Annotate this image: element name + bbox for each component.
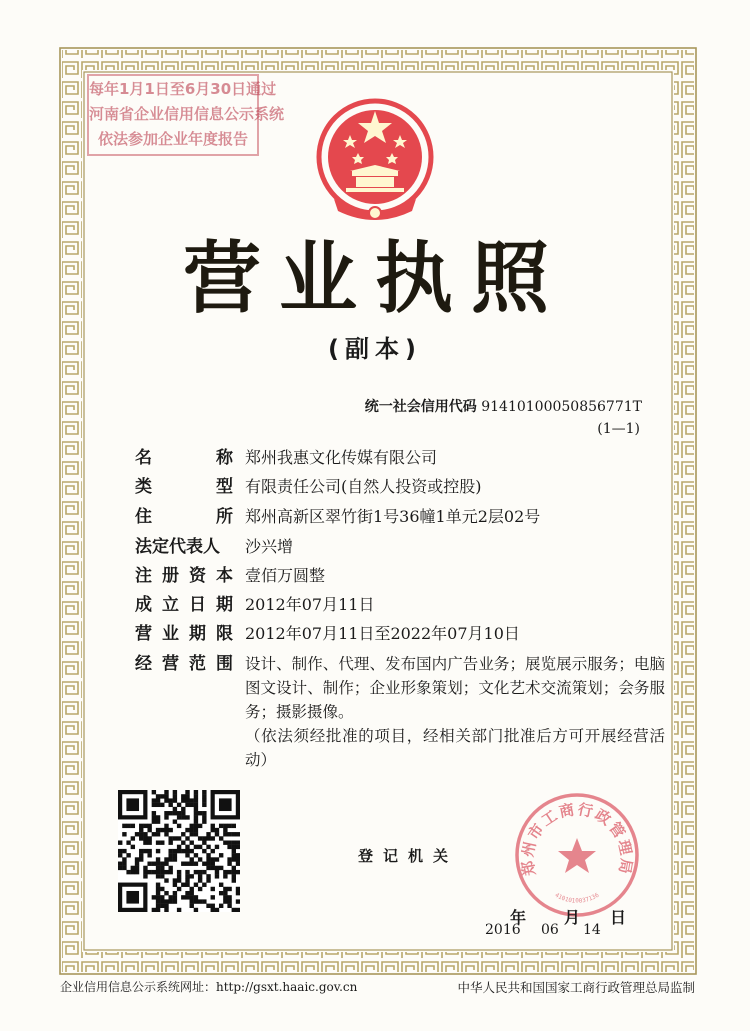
field-label-char: 业	[162, 624, 179, 644]
field-label-name	[135, 446, 233, 470]
field-label-char: 名	[135, 448, 152, 468]
registry-authority-label: 登记机关	[358, 847, 459, 865]
field-label-established	[135, 593, 233, 617]
field-label-char: 限	[216, 624, 233, 644]
month-value: 06	[541, 922, 559, 938]
national-emblem-icon	[316, 95, 434, 225]
qr-code-icon[interactable]	[118, 790, 240, 912]
field-label-char: 营	[135, 624, 152, 644]
license-title: 营业执照	[182, 234, 567, 324]
field-value-capital: 壹佰万圆整	[245, 566, 326, 585]
svg-text:4101010037136	[554, 891, 601, 904]
field-label-char: 类	[135, 477, 152, 497]
field-label-char: 称	[216, 448, 233, 468]
field-label-char: 册	[162, 566, 179, 586]
stamp-line-2: 河南省企业信用信息公示系统	[89, 105, 285, 123]
seal-number: 4101010037136	[553, 891, 601, 905]
field-label-char: 本	[216, 566, 233, 586]
footer-issuer: 中华人民共和国国家工商行政管理总局监制	[457, 980, 695, 995]
stamp-line-1: 每年1月1日至6月30日通过	[89, 80, 277, 98]
field-label-char: 经	[135, 654, 152, 674]
year-label: 年	[510, 908, 527, 927]
month-label: 月	[564, 908, 581, 927]
business-scope-note: （依法须经批准的项目，经相关部门批准后方可开展经营活动）	[245, 727, 665, 769]
credit-code-line	[365, 396, 642, 418]
copy-number: (1—1)	[597, 421, 640, 437]
field-label-char: 所	[216, 507, 233, 527]
field-label-legal-rep	[135, 535, 233, 559]
credit-code-value: 91410100050856771T	[481, 399, 642, 415]
field-label-term	[135, 622, 233, 646]
field-label-char: 住	[135, 507, 152, 527]
field-value-term: 2012年07月11日至2022年07月10日	[245, 624, 520, 643]
field-label-char: 资	[189, 566, 206, 586]
field-label-char: 型	[216, 477, 233, 497]
field-label-char: 营	[162, 654, 179, 674]
day-label: 日	[610, 908, 627, 927]
field-label-char: 期	[189, 624, 206, 644]
field-label-char: 立	[162, 595, 179, 615]
field-label-capital	[135, 564, 233, 588]
footer-website: 企业信用信息公示系统网址：http://gsxt.haaic.gov.cn	[60, 980, 358, 994]
field-value-established: 2012年07月11日	[245, 595, 375, 614]
field-value-address: 郑州高新区翠竹街1号36幢1单元2层02号	[245, 507, 541, 526]
field-label-scope	[135, 652, 233, 676]
field-value-legal-rep: 沙兴增	[245, 537, 294, 556]
field-label-char: 法定代表人	[135, 537, 220, 557]
field-label-address	[135, 505, 233, 529]
field-value-type: 有限责任公司(自然人投资或控股)	[245, 477, 482, 496]
field-label-char: 成	[135, 595, 152, 615]
field-label-char: 期	[216, 595, 233, 615]
field-label-char: 注	[135, 566, 152, 586]
field-value-name: 郑州我惠文化传媒有限公司	[245, 448, 438, 467]
license-subtitle: (副本)	[328, 335, 422, 363]
official-seal-icon	[512, 790, 642, 920]
business-scope-text	[245, 652, 665, 772]
business-scope-main: 设计、制作、代理、发布国内广告业务；展览展示服务；电脑图文设计、制作；企业形象策划；文化艺术交流策划；会务服务；摄影摄像。	[245, 655, 665, 721]
field-label-type	[135, 475, 233, 499]
field-label-char: 范	[189, 654, 206, 674]
credit-code-label: 统一社会信用代码	[364, 399, 477, 415]
year-value: 2016	[485, 922, 521, 938]
field-label-char: 围	[216, 654, 233, 674]
seal-text: 郑州市工商行政管理局	[518, 800, 636, 878]
annual-report-stamp	[87, 74, 285, 156]
stamp-line-3: 依法参加企业年度报告	[97, 130, 248, 148]
field-label-char: 日	[189, 595, 206, 615]
day-value: 14	[583, 922, 601, 938]
